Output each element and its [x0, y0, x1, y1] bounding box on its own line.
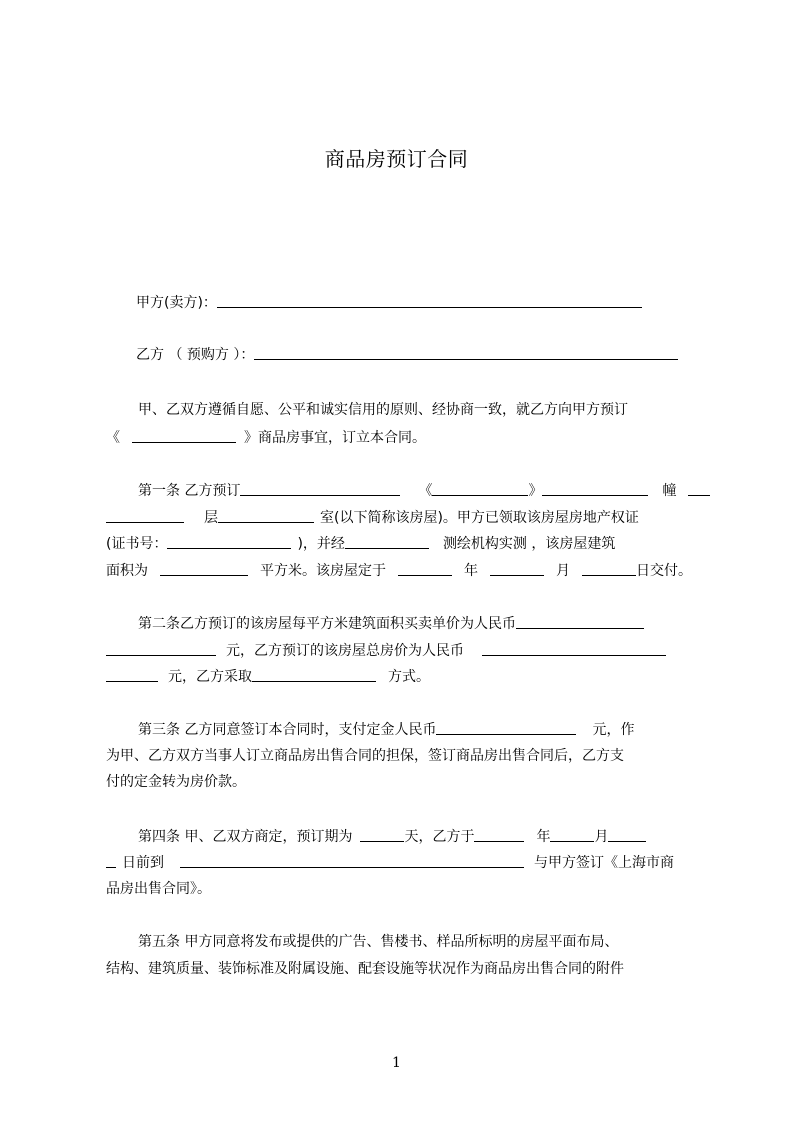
article-2-line-1 — [138, 613, 738, 633]
article-3-line-3: 付的定金转为房价款。 — [106, 774, 246, 790]
article-2-line-2: 元，乙方预订的该房屋总房价为人民币 — [106, 640, 706, 660]
article-1-line-2: 层 室(以下简称该房屋)。甲方已领取该房屋房地产权证 — [106, 507, 706, 527]
article-1-line-4: 面积为 平方米。该房屋定于 年 月 日交付。 — [106, 560, 706, 580]
total-price-blank[interactable] — [482, 640, 666, 656]
sign-year-blank[interactable] — [474, 826, 524, 842]
unit-price-blank-cont[interactable] — [106, 640, 216, 656]
party-a-label: 甲方(卖方)： — [136, 295, 217, 311]
party-a-line — [136, 292, 736, 312]
intro-line-1: 甲、乙双方遵循自愿、公平和诚实信用的原则、经协商一致，就乙方向甲方预订 — [138, 402, 628, 418]
deposit-amount-blank[interactable] — [436, 719, 576, 735]
room-blank[interactable] — [218, 507, 314, 523]
article-1-heading: 第一条 乙方预订 — [138, 483, 241, 499]
estate-name-blank[interactable] — [432, 480, 528, 496]
building-number-blank-start[interactable] — [688, 480, 710, 496]
article-5-line-1: 第五条 甲方同意将发布或提供的广告、售楼书、样品所标明的房屋平面布局、 — [138, 934, 619, 950]
article-2-line-3: 元，乙方采取 方式。 — [106, 666, 706, 686]
article-5-line-2: 结构、建筑质量、装饰标准及附属设施、配套设施等状况作为商品房出售合同的附件 — [106, 961, 624, 977]
address-blank[interactable] — [240, 480, 400, 496]
sign-month-blank[interactable] — [550, 826, 594, 842]
floor-blank[interactable] — [106, 507, 184, 523]
party-b-label: 乙方 （ 预购方 ）： — [136, 347, 255, 363]
party-a-blank[interactable] — [217, 292, 642, 308]
building-blank[interactable] — [542, 480, 648, 496]
delivery-month-blank[interactable] — [490, 560, 544, 576]
unit-price-blank[interactable] — [516, 613, 644, 629]
article-1-line-1: 第一条 乙方预订 《 》 幢 — [138, 480, 738, 500]
article-3-line-1: 第三条 乙方同意签订本合同时，支付定金人民币 元，作 — [138, 719, 738, 739]
delivery-day-blank[interactable] — [582, 560, 636, 576]
sign-day-blank-cont[interactable] — [106, 852, 116, 868]
article-4-line-1: 第四条 甲、乙双方商定，预订期为 天，乙方于 年 月 — [138, 826, 738, 846]
certificate-number-blank[interactable] — [167, 533, 291, 549]
article-2-heading: 第二条乙方预订的该房屋每平方米建筑面积买卖单价为人民币 — [138, 616, 516, 632]
payment-method-blank[interactable] — [252, 666, 376, 682]
document-title: 商品房预订合同 — [324, 147, 469, 171]
period-days-blank[interactable] — [360, 826, 404, 842]
sign-location-blank[interactable] — [180, 852, 524, 868]
article-4-heading: 第四条 甲、乙双方商定，预订期为 — [138, 829, 353, 845]
surveying-agency-blank[interactable] — [345, 533, 429, 549]
area-blank[interactable] — [160, 560, 248, 576]
total-price-blank-cont[interactable] — [106, 666, 158, 682]
party-b-line — [136, 344, 736, 364]
article-1-line-3: (证书号： )，并经 测绘机构实测 ，该房屋建筑 — [106, 533, 706, 553]
delivery-year-blank[interactable] — [398, 560, 452, 576]
article-3-line-2: 为甲、乙方双方当事人订立商品房出售合同的担保，签订商品房出售合同后，乙方支 — [106, 748, 624, 764]
project-name-blank[interactable] — [132, 427, 236, 443]
article-3-heading: 第三条 乙方同意签订本合同时，支付定金人民币 — [138, 722, 437, 738]
sign-day-blank[interactable] — [608, 826, 646, 842]
intro-line-2: 《 》商品房事宜，订立本合同。 — [106, 427, 706, 447]
party-b-blank[interactable] — [254, 344, 678, 360]
article-4-line-3: 品房出售合同》。 — [106, 881, 211, 897]
article-4-line-2: 日前到 与甲方签订《上海市商 — [106, 852, 706, 872]
page-number: 1 — [392, 1055, 401, 1071]
